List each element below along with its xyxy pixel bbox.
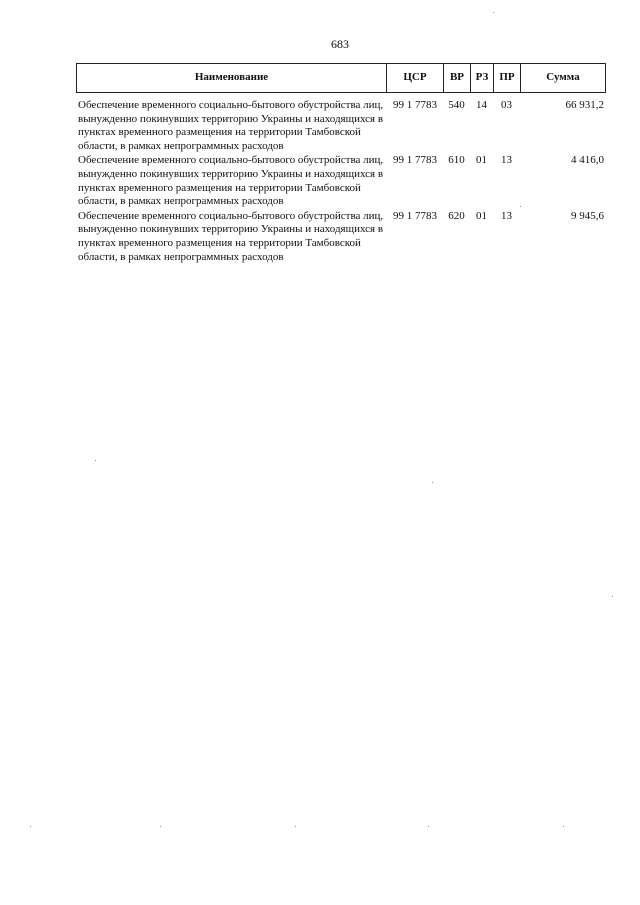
- scan-speck: [493, 12, 494, 13]
- row-name: Обеспечение временного социально-бытового обустройства лиц, вынужденно покинувших территорию Украины и находящихся в пунктах временного размещения на территории Тамбовской области, в рамках непрограммных расходов: [78, 99, 384, 152]
- scan-speck: [432, 482, 433, 483]
- row-sum: 66 931,2: [565, 99, 604, 111]
- row-name: Обеспечение временного социально-бытового обустройства лиц, вынужденно покинувших территорию Украины и находящихся в пунктах временного размещения на территории Тамбовской области, в рамках непрограммных расходов: [78, 154, 384, 208]
- row-sum: 4 416,0: [571, 154, 604, 167]
- row-name: Обеспечение временного социально-бытового обустройства лиц, вынужденно покинувших территорию Украины и находящихся в пунктах временного размещения на территории Тамбовской области, в рамках непрограммных расходов: [78, 209, 384, 263]
- row-sum: 9 945,6: [571, 209, 604, 222]
- row-rz: 01: [476, 209, 487, 222]
- header-pr: ПР: [493, 64, 520, 92]
- row-pr: 03: [501, 99, 512, 111]
- scan-speck: [563, 826, 564, 827]
- scan-speck: [612, 596, 613, 597]
- header-sum: Сумма: [520, 64, 606, 92]
- scan-speck: [520, 206, 521, 207]
- header-csr: ЦСР: [386, 64, 443, 92]
- table-row: [76, 93, 606, 153]
- row-vr: 540: [448, 99, 465, 111]
- page-number: 683: [331, 37, 349, 51]
- row-csr: 99 1 7783: [393, 154, 437, 167]
- budget-table: [76, 63, 606, 264]
- scan-speck: [30, 826, 31, 827]
- row-rz: 01: [476, 154, 487, 167]
- header-rz: РЗ: [470, 64, 493, 92]
- row-rz: 14: [476, 99, 487, 111]
- row-pr: 13: [501, 154, 512, 167]
- table-row: [76, 209, 606, 264]
- scan-speck: [95, 460, 96, 461]
- row-csr: 99 1 7783: [393, 99, 437, 111]
- scan-speck: [295, 826, 296, 827]
- scan-speck: [428, 826, 429, 827]
- row-pr: 13: [501, 209, 512, 222]
- row-vr: 620: [448, 209, 465, 222]
- row-csr: 99 1 7783: [393, 209, 437, 222]
- scan-speck: [160, 826, 161, 827]
- row-vr: 610: [448, 154, 465, 167]
- header-name: Наименование: [76, 64, 386, 92]
- table-row: [76, 153, 606, 208]
- header-vr: ВР: [443, 64, 470, 92]
- table-header-row: [76, 63, 606, 93]
